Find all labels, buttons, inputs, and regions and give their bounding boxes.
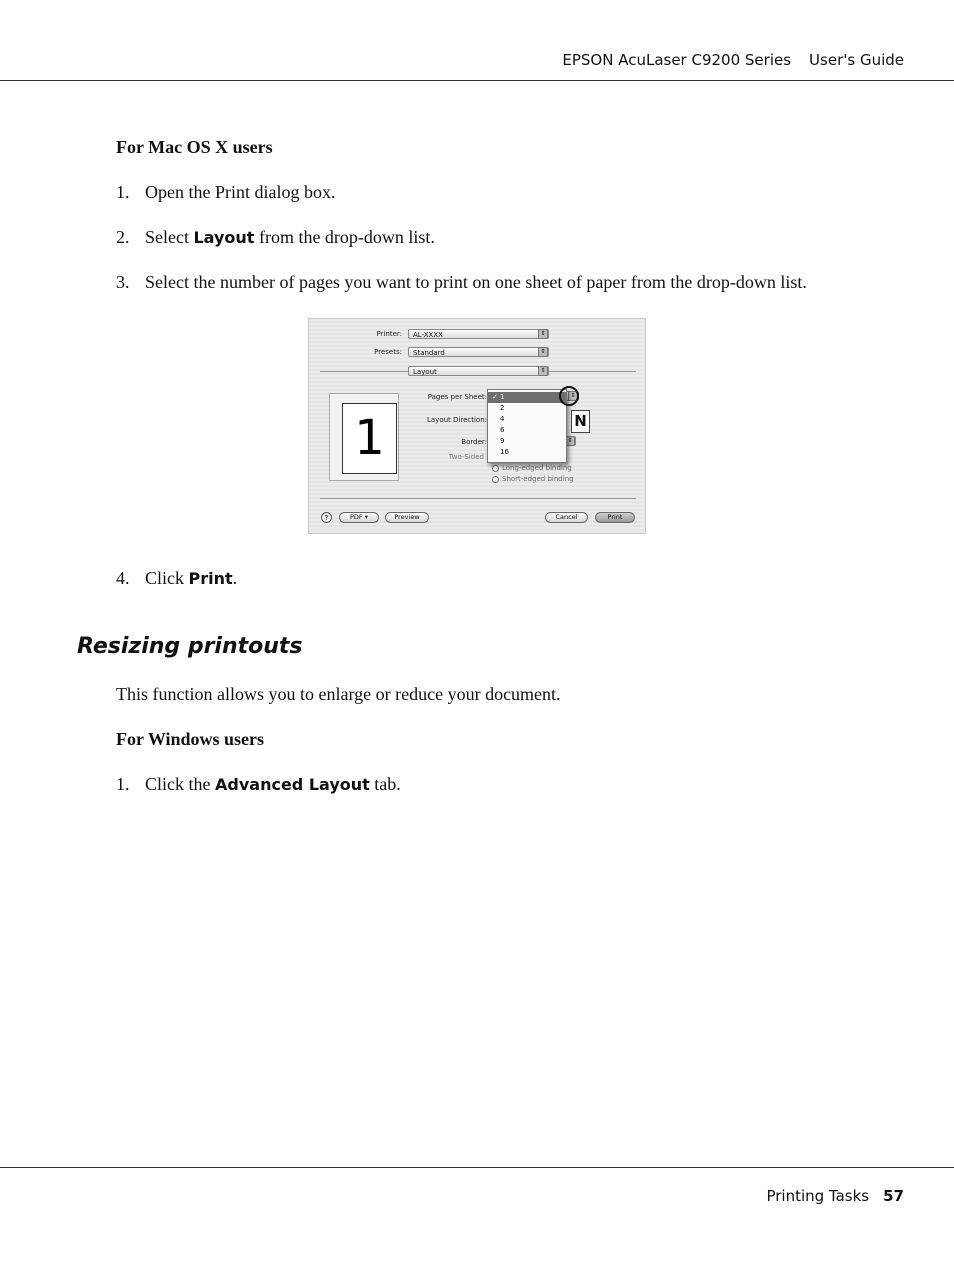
windows-step-1: [116, 774, 401, 795]
footer-section: Printing Tasks: [766, 1187, 870, 1205]
cancel-button[interactable]: Cancel: [545, 512, 588, 523]
step-4: [116, 568, 237, 589]
header-guide: User's Guide: [809, 51, 904, 69]
preview-button[interactable]: Preview: [385, 512, 429, 523]
divider: [320, 498, 636, 499]
page-number: 57: [883, 1187, 904, 1205]
updown-arrow-icon: ⇕: [538, 329, 548, 339]
updown-arrow-icon: ⇕: [565, 436, 575, 446]
step-1: [116, 182, 335, 203]
step-number: 3.: [116, 272, 130, 292]
step-text-end: .: [232, 568, 238, 588]
printer-label: Printer:: [376, 330, 402, 338]
layout-direction-label: Layout Direction:: [426, 416, 487, 424]
two-sided-label: Two-Sided: [448, 453, 484, 461]
printer-select[interactable]: [408, 329, 549, 339]
pages-per-sheet-menu: [487, 389, 567, 463]
footer-rule: [0, 1167, 954, 1168]
step-text: Select: [145, 227, 194, 247]
pdf-button[interactable]: PDF ▾: [339, 512, 379, 523]
running-header: [562, 51, 904, 69]
pages-per-sheet-label: Pages per Sheet:: [427, 393, 487, 401]
step-text: Select the number of pages you want to print on one sheet of paper from the drop-down list.: [145, 272, 807, 292]
short-edged-label: Short-edged binding: [502, 475, 574, 483]
step-number: 4.: [116, 568, 130, 588]
header-rule: [0, 80, 954, 81]
menu-item-6[interactable]: 6: [500, 426, 505, 434]
menu-item-2[interactable]: 2: [500, 404, 505, 412]
print-dialog-screenshot: [308, 318, 646, 534]
layout-preview-page: 1: [342, 403, 397, 474]
step-2: [116, 227, 435, 248]
updown-arrow-icon: ⇕: [538, 366, 548, 376]
step-text: Click the: [145, 774, 215, 794]
updown-arrow-icon: ⇕: [568, 391, 578, 401]
step-keyword: Advanced Layout: [215, 775, 370, 794]
presets-label: Presets:: [374, 348, 402, 356]
presets-value: Standard: [413, 349, 445, 357]
step-text: Open the Print dialog box.: [145, 182, 336, 202]
menu-item-16[interactable]: 16: [500, 448, 509, 456]
section-title: Resizing printouts: [77, 634, 303, 659]
updown-arrow-icon: ⇕: [538, 347, 548, 357]
step-number: 2.: [116, 227, 130, 247]
step-keyword: Layout: [193, 228, 255, 247]
step-keyword: Print: [188, 569, 233, 588]
step-text-end: from the drop-down list.: [254, 227, 435, 247]
long-edged-label: Long-edged binding: [502, 464, 572, 472]
presets-select[interactable]: [408, 347, 549, 357]
step-text: Click: [145, 568, 189, 588]
long-edged-radio[interactable]: [492, 465, 499, 472]
step-3: [116, 272, 807, 293]
step-number: 1.: [116, 774, 130, 794]
menu-item-4[interactable]: 4: [500, 415, 505, 423]
short-edged-radio[interactable]: [492, 476, 499, 483]
menu-item-9[interactable]: 9: [500, 437, 505, 445]
step-number: 1.: [116, 182, 130, 202]
panel-value: Layout: [413, 368, 437, 376]
layout-direction-n-icon[interactable]: N: [571, 410, 590, 433]
windows-heading: For Windows users: [116, 729, 265, 749]
running-footer: [766, 1187, 904, 1205]
print-button[interactable]: Print: [595, 512, 635, 523]
panel-select[interactable]: [408, 366, 549, 376]
border-label: Border:: [461, 438, 487, 446]
printer-value: AL-XXXX: [413, 331, 443, 339]
step-text-end: tab.: [369, 774, 401, 794]
section-intro: This function allows you to enlarge or reduce your document.: [116, 684, 561, 704]
highlight-circle: [559, 386, 579, 406]
header-product: EPSON AcuLaser C9200 Series: [562, 51, 792, 69]
menu-item-1[interactable]: ✓ 1: [488, 392, 566, 403]
help-icon[interactable]: ?: [321, 512, 332, 523]
mac-heading: For Mac OS X users: [116, 137, 273, 157]
